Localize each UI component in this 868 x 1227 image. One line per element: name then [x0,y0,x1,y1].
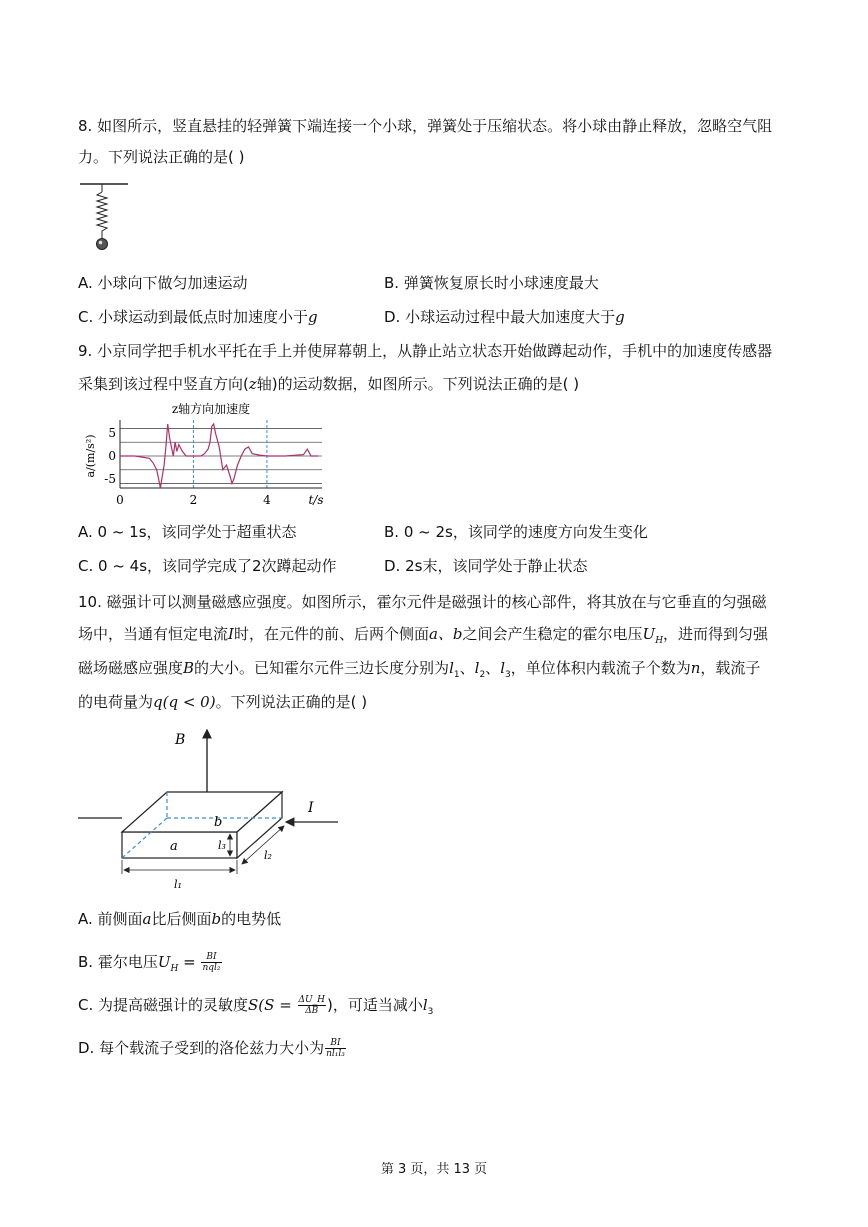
acceleration-chart [82,398,332,510]
q10-option-a: A. 前侧面a比后侧面b的电势低 [78,910,282,928]
q10-option-d: D. 每个载流子受到的洛伦兹力大小为 $\frac{BI}{\text{nl₁l₃}}$ [78,1038,345,1059]
q8-stem-line2: 力。下列说法正确的是( ) [78,148,245,166]
q9-stem-line2: 采集到该过程中竖直方向(z轴)的运动数据，如图所示。下列说法正确的是( ) [78,375,580,393]
page-footer: 第 3 页，共 13 页 [380,1162,488,1177]
q10-stem-line4: 的电荷量为q(q < 0)。下列说法正确的是( ) [78,693,368,711]
q8-option-a: A. 小球向下做匀加速运动 [78,274,248,292]
hall-element-figure [78,722,348,897]
label-B: B [175,732,186,748]
spring-ball-figure [78,178,138,258]
x-axis-label: t/s [308,493,324,507]
q8-option-b: B. 弹簧恢复原长时小球速度最大 [384,274,599,292]
q10-option-b: B. 霍尔电压$U_H$ = $\frac{BI}{\text{nql₂}}$ [78,952,221,974]
y-tick-label: 5 [108,426,116,441]
q8-option-d: D. 小球运动过程中最大加速度大于g [384,308,625,326]
y-tick-label: 0 [108,449,116,463]
fraction: $\frac{\Delta U\_H}{\Delta B}$ [298,995,325,1016]
y-tick-label: -5 [104,471,116,486]
q10-stem-line2: 场中，当通有恒定电流I时，在元件的前、后两个侧面a、b之间会产生稳定的霍尔电压$U_H$，进而得到匀强 [78,625,769,646]
y-axis-label: a/(m/s²) [84,434,97,478]
x-tick-label: 2 [189,493,198,507]
x-tick-label: 4 [263,493,271,507]
q9-option-b: B. 0 ~ 2s，该同学的速度方向发生变化 [384,523,648,541]
x-tick-label: 0 [116,493,124,507]
q9-option-d: D. 2s末，该同学处于静止状态 [384,557,588,575]
label-I: I [308,800,314,816]
label-l3: l₃ [218,839,226,852]
q8-option-c: C. 小球运动到最低点时加速度小于g [78,308,318,326]
q9-option-c: C. 0 ~ 4s，该同学完成了2次蹲起动作 [78,557,337,575]
q9-option-a: A. 0 ~ 1s，该同学处于超重状态 [78,523,297,541]
label-a: a [170,839,178,854]
chart-title: z轴方向加速度 [171,402,251,416]
q10-stem-line1: 10. 磁强计可以测量磁感应强度。如图所示，霍尔元件是磁强计的核心部件，将其放在与它垂直的匀强磁 [78,593,767,611]
label-l1: l₁ [174,878,182,891]
label-b: b [214,815,223,830]
fraction: $\frac{BI}{\text{nql₂}}$ [202,952,221,973]
q9-stem-line1: 9. 小京同学把手机水平托在手上并使屏幕朝上，从静止站立状态开始做蹲起动作，手机中的加速度传感器 [78,342,773,360]
q8-stem-line1: 8. 如图所示，竖直悬挂的轻弹簧下端连接一个小球，弹簧处于压缩状态。将小球由静止释放，忽略空气阻 [78,117,773,135]
fraction: $\frac{BI}{\text{nl₁l₃}}$ [326,1038,345,1059]
q10-stem-line3: 磁场磁感应强度B的大小。已知霍尔元件三边长度分别为$l_1$、$l_2$、$l_3$，单位体积内载流子个数为n，载流子 [78,659,761,680]
q10-option-c: C. 为提高磁强计的灵敏度S(S = $\frac{\Delta U\_H}{\Delta B}$ )，可适当减小$l_3$ [78,995,434,1017]
label-l2: l₂ [264,849,272,862]
